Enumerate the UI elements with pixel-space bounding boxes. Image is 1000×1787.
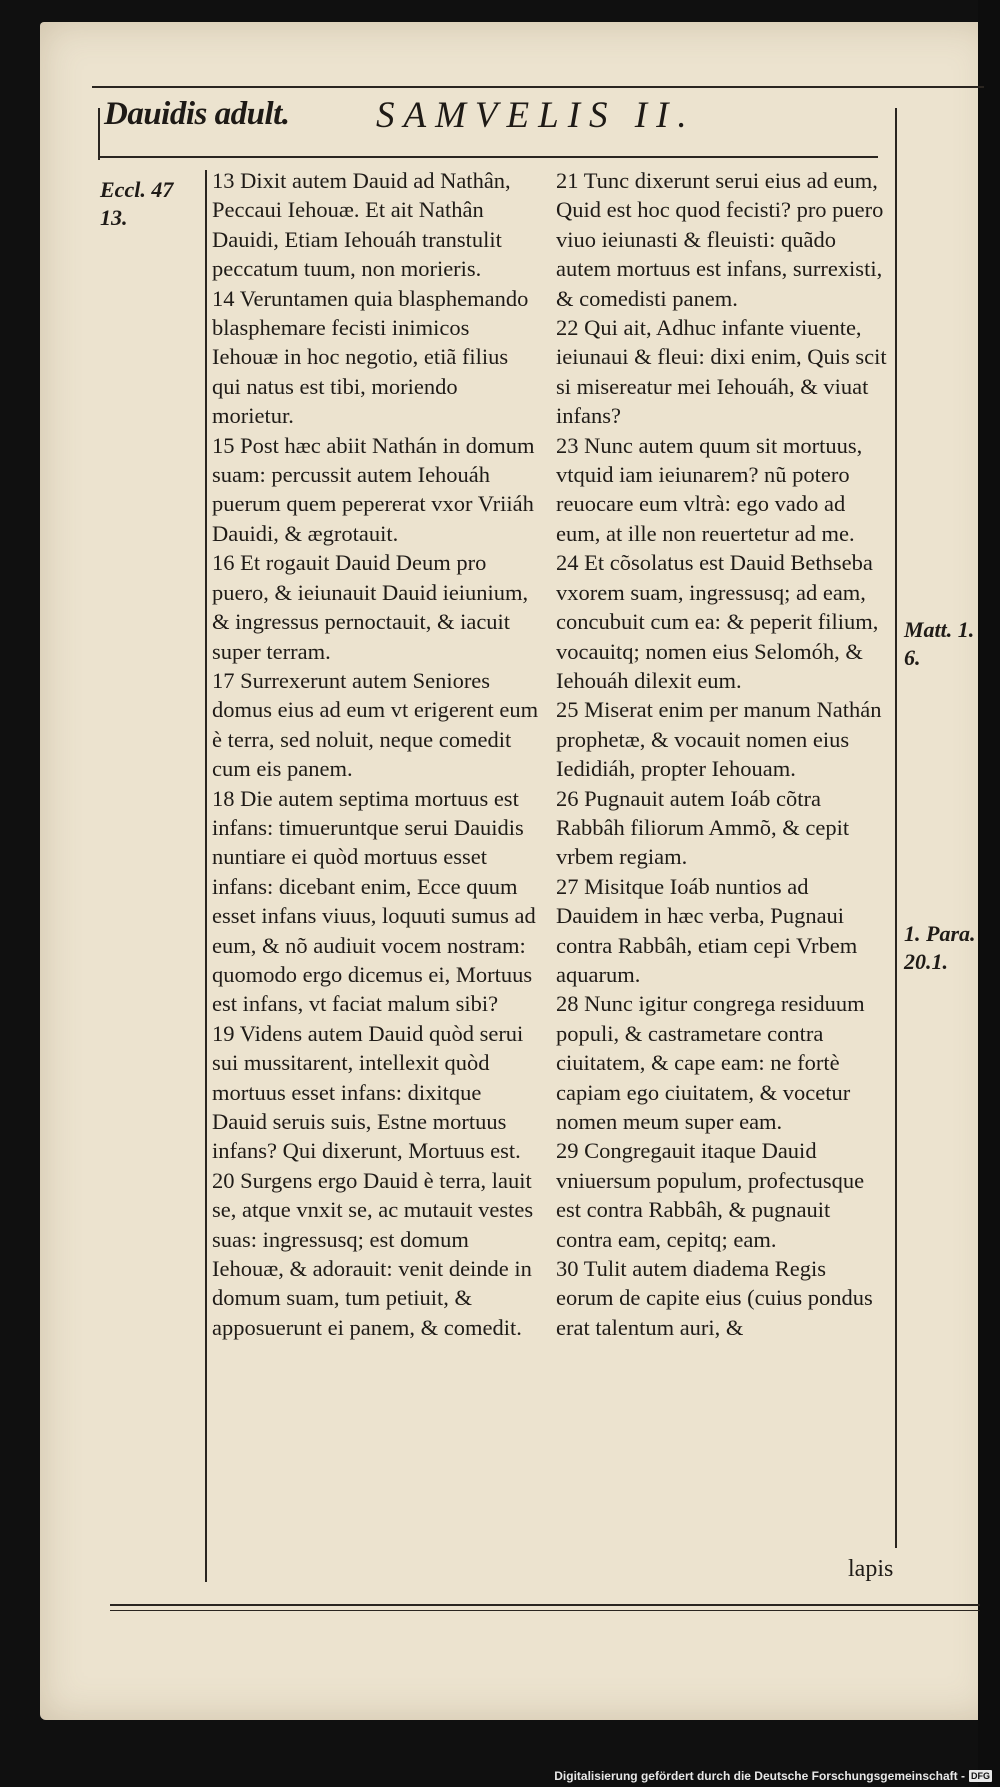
- bottom-rule-2: [110, 1610, 980, 1611]
- left-text-column: [212, 166, 540, 1342]
- header-underline: [100, 156, 878, 158]
- catchword: lapis: [848, 1556, 894, 1582]
- verse-22: 22 Qui ait, Adhuc infante viuente, ieiunaui & fleui: dixi enim, Quis scit si misereatur mei Iehouáh, & viuat infans?: [556, 315, 887, 429]
- verse-21: 21 Tunc dixerunt serui eius ad eum, Quid est hoc quod fecisti? pro puero viuo ieiunasti & fleuisti: quãdo autem mortuus est infans, surrexisti, & comedisti panem.: [556, 168, 884, 311]
- verse-26: 26 Pugnauit autem Ioáb cõtra Rabbâh filiorum Ammõ, & cepit vrbem regiam.: [556, 785, 850, 870]
- verse-16: 16 Et rogauit Dauid Deum pro puero, & ieiunauit Dauid ieiunium, & ingressus pernoctauit, & iacuit super terram.: [212, 550, 529, 664]
- verse-25: 25 Miserat enim per manum Nathán prophetæ, & vocauit nomen eius Iedidiáh, propter Iehouam.: [556, 697, 882, 782]
- running-head: Dauidis adult.: [104, 96, 290, 132]
- bottom-rule: [110, 1604, 980, 1606]
- verse-18: 18 Die autem septima mortuus est infans: timueruntque serui Dauidis nuntiare ei quòd mortuus esset infans: dicebant enim, Ecce quum esset infans viuus, loquuti sumus ad eum, & nõ audiuit vocem nostram: quomodo ergo dicemus ei, Mortuus est infans, vt faciat malum sibi?: [212, 785, 536, 1017]
- dfg-logo: DFG: [971, 1771, 990, 1781]
- verse-29: 29 Congregauit itaque Dauid vniuersum populum, profectusque est contra Rabbâh, & pugnauit contra eam, cepitq; eam.: [556, 1138, 865, 1252]
- verse-15: 15 Post hæc abiit Nathán in domum suam: percussit autem Iehouáh puerum quem pepererat vxor Vriiáh Dauidi, & ægrotauit.: [212, 432, 535, 546]
- right-column-border: [895, 108, 897, 1548]
- verse-17: 17 Surrexerunt autem Seniores domus eius ad eum vt erigerent eum è terra, sed noluit, neque comedit cum eis panem.: [212, 667, 539, 782]
- book-title: SAMVELIS II.: [376, 95, 696, 136]
- verse-14: 14 Veruntamen quia blasphemando blasphemare fecisti inimicos Iehouæ in hoc negotio, etiã filius qui natus est tibi, moriendo morietur.: [212, 285, 529, 429]
- verse-13: 13 Dixit autem Dauid ad Nathân, Peccaui Iehouæ. Et ait Nathân Dauidi, Etiam Iehouáh transtulit peccatum tuum, non morieris.: [212, 168, 511, 282]
- left-column-border: [205, 170, 207, 1582]
- verse-30: 30 Tulit autem diadema Regis eorum de capite eius (cuius pondus erat talentum auri, &: [556, 1256, 873, 1340]
- credit-text: Digitalisierung gefördert durch die Deutsche Forschungsgemeinschaft -: [554, 1769, 965, 1783]
- margin-note-eccl: Eccl. 47 13.: [100, 177, 174, 230]
- margin-note-matt: Matt. 1. 6.: [904, 617, 975, 670]
- top-rule: [92, 86, 984, 88]
- verse-23: 23 Nunc autem quum sit mortuus, vtquid iam ieiunarem? nũ potero reuocare eum vltrà: ego vado ad eum, at ille non reuertetur ad me.: [556, 432, 863, 546]
- verse-27: 27 Misitque Ioáb nuntios ad Dauidem in hæc verba, Pugnaui contra Rabbâh, etiam cepi Vrbem aquarum.: [556, 873, 858, 987]
- page-edge-shadow: [978, 0, 1000, 1787]
- margin-note-para: 1. Para. 20.1.: [904, 921, 976, 974]
- right-text-column: [556, 166, 888, 1342]
- verse-20: 20 Surgens ergo Dauid è terra, lauit se, atque vnxit se, ac mutauit vestes suas: ingressusq; est domum Iehouæ, & adorauit: venit deinde in domum suam, tum petiuit, & apposuerunt ei panem, & comedit.: [212, 1167, 534, 1340]
- verse-24: 24 Et cõsolatus est Dauid Bethseba vxorem suam, ingressusq; ad eam, concubuit cum ea: & peperit filium, vocauitq; nomen eius Selomóh, & Iehouáh dilexit eum.: [556, 550, 879, 693]
- digitization-credit: [554, 1769, 992, 1783]
- verse-28: 28 Nunc igitur congrega residuum populi, & castrametare contra ciuitatem, & cape eam: ne fortè capiam ego ciuitatem, & vocetur nomen meum super eam.: [556, 991, 865, 1134]
- outer-left-border: [98, 108, 100, 160]
- verse-19: 19 Videns autem Dauid quòd serui sui mussitarent, intellexit quòd mortuus esset infans: dixitque Dauid seruis suis, Estne mortuus infans? Qui dixerunt, Mortuus est.: [212, 1020, 524, 1164]
